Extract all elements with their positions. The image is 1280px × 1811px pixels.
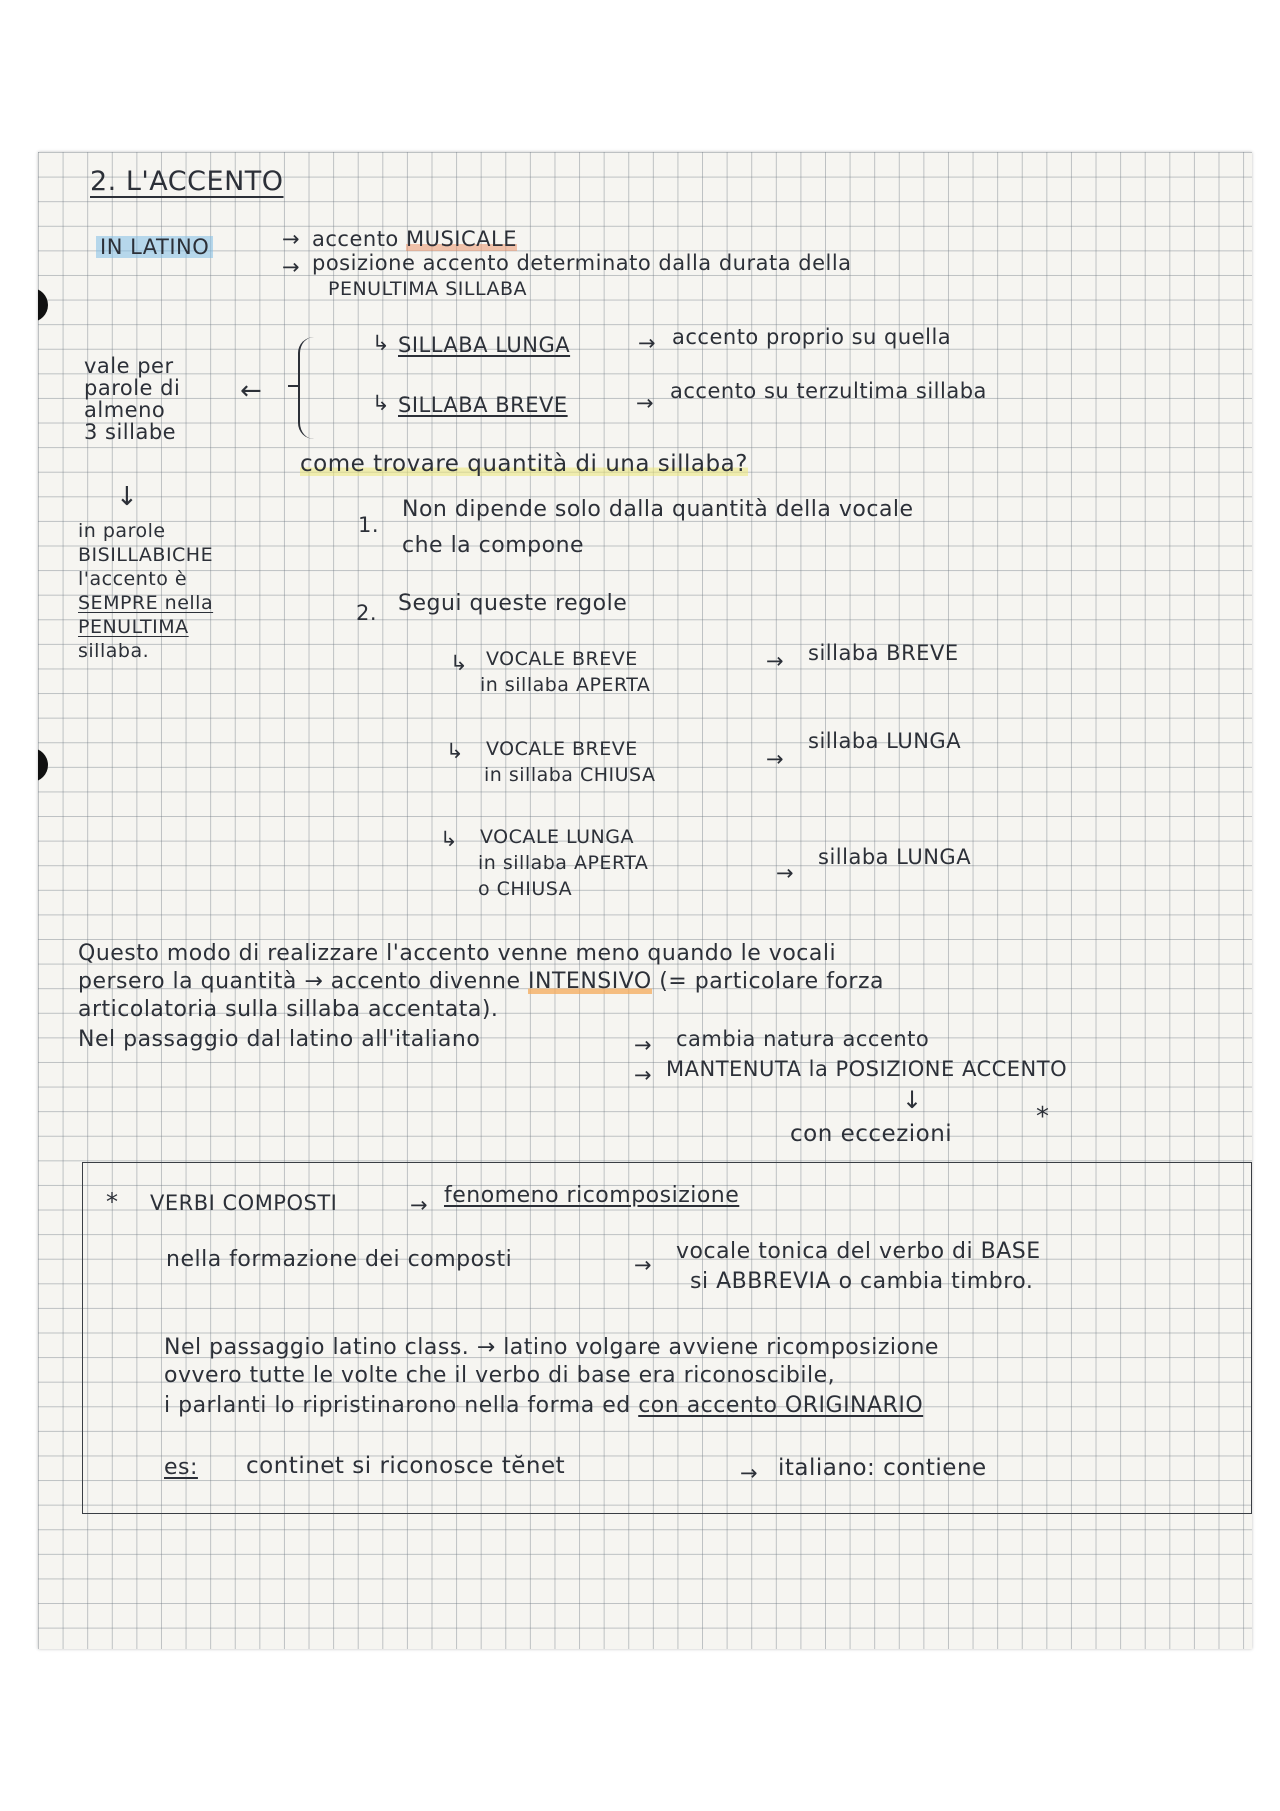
box-line-1b: vocale tonica del verbo di BASE — [676, 1239, 1041, 1264]
binder-hole — [38, 748, 48, 782]
intro-label: IN LATINO — [96, 236, 213, 258]
bisillabe-line: PENULTIMA — [78, 616, 189, 638]
rule2-text: Segui queste regole — [398, 591, 628, 616]
arrow-icon: → — [766, 649, 785, 673]
case-label: SILLABA LUNGA — [398, 333, 571, 357]
left-arrow-icon: ← — [240, 376, 263, 406]
intro-line-2: posizione accento determinato dalla durata della — [312, 251, 852, 275]
arrow-icon: → — [634, 1063, 653, 1087]
side-note-line: almeno — [84, 398, 166, 422]
asterisk-icon: * — [106, 1188, 119, 1216]
intro-line-1: accento MUSICALE — [312, 227, 517, 251]
down-arrow-icon: ↓ — [116, 482, 139, 512]
hook-arrow-icon: ↳ — [372, 391, 391, 415]
phenomenon-text: fenomeno ricomposizione — [444, 1183, 740, 1208]
hook-arrow-icon: ↳ — [440, 827, 459, 851]
arrow-icon: → — [634, 1033, 653, 1057]
case-result: accento su terzultima sillaba — [670, 379, 987, 403]
hook-arrow-icon: ↳ — [372, 331, 391, 355]
box-paragraph-line-3: i parlanti lo ripristinarono nella forma ed con accento ORIGINARIO — [164, 1393, 924, 1418]
bisillabe-line: SEMPRE nella — [78, 592, 214, 614]
example-result: italiano: contiene — [778, 1455, 987, 1481]
side-note-line: parole di — [84, 376, 181, 400]
box-line-1a: nella formazione dei composti — [166, 1247, 513, 1272]
box-paragraph-line-1: Nel passaggio latino class. → latino volgare avviene ricomposizione — [164, 1335, 939, 1360]
side-note-line: vale per — [84, 354, 174, 378]
arrow-icon: → — [766, 747, 785, 771]
example-label: es: — [164, 1455, 198, 1480]
asterisk-icon: * — [1036, 1102, 1050, 1132]
rule-result: sillaba LUNGA — [808, 729, 962, 753]
box-line-1c: si ABBREVIA o cambia timbro. — [690, 1269, 1034, 1294]
rule-number: 2. — [356, 601, 378, 625]
rule-line: VOCALE BREVE — [486, 738, 638, 760]
rule-line: o CHIUSA — [478, 878, 573, 900]
binder-hole — [38, 288, 48, 322]
arrow-icon: → — [634, 1253, 653, 1277]
arrow-icon: → — [282, 227, 301, 251]
bisillabe-line: in parole — [78, 520, 166, 542]
bisillabe-line: BISILLABICHE — [78, 544, 214, 566]
rule-line: in sillaba APERTA — [480, 674, 651, 696]
rule1-line-2: che la compone — [402, 533, 585, 558]
arrow-icon: → — [282, 255, 301, 279]
rule-result: sillaba BREVE — [808, 641, 959, 665]
passage-result-2: MANTENUTA la POSIZIONE ACCENTO — [666, 1057, 1068, 1081]
paragraph-line-3: articolatoria sulla sillaba accentata). — [78, 997, 499, 1022]
rule-line: VOCALE LUNGA — [480, 826, 634, 848]
rule-line: VOCALE BREVE — [486, 648, 638, 670]
case-label: SILLABA BREVE — [398, 393, 568, 417]
rule-number: 1. — [358, 513, 380, 537]
passage-result-1: cambia natura accento — [676, 1027, 930, 1051]
down-arrow-icon: ↓ — [902, 1086, 923, 1114]
box-paragraph-line-2: ovvero tutte le volte che il verbo di base era riconoscibile, — [164, 1363, 836, 1388]
paragraph-line-2: persero la quantità → accento divenne INTENSIVO (= particolare forza — [78, 969, 884, 994]
hook-arrow-icon: ↳ — [450, 651, 469, 675]
arrow-icon: → — [636, 391, 655, 415]
exceptions-text: con eccezioni — [790, 1121, 953, 1147]
arrow-icon: → — [776, 861, 795, 885]
case-result: accento proprio su quella — [672, 325, 952, 349]
paragraph-line-1: Questo modo di realizzare l'accento venne meno quando le vocali — [78, 941, 837, 966]
passage-text: Nel passaggio dal latino all'italiano — [78, 1027, 481, 1052]
rule1-line-1: Non dipende solo dalla quantità della vocale — [402, 497, 914, 522]
arrow-icon: → — [638, 331, 657, 355]
arrow-icon: → — [410, 1193, 429, 1217]
rule-line: in sillaba APERTA — [478, 852, 649, 874]
page-title: 2. L'ACCENTO — [90, 166, 284, 197]
rule-result: sillaba LUNGA — [818, 845, 972, 869]
box-heading: VERBI COMPOSTI — [150, 1191, 338, 1215]
rule-line: in sillaba CHIUSA — [484, 764, 656, 786]
side-note-line: 3 sillabe — [84, 420, 177, 444]
bisillabe-line: sillaba. — [78, 640, 150, 662]
bisillabe-line: l'accento è — [78, 568, 188, 590]
example-text: continet si riconosce tĕnet — [246, 1453, 566, 1479]
hook-arrow-icon: ↳ — [446, 739, 465, 763]
arrow-icon: → — [740, 1461, 759, 1485]
question: come trovare quantità di una sillaba? — [300, 451, 748, 477]
intro-line-3: PENULTIMA SILLABA — [328, 278, 527, 300]
curly-brace — [298, 337, 318, 439]
